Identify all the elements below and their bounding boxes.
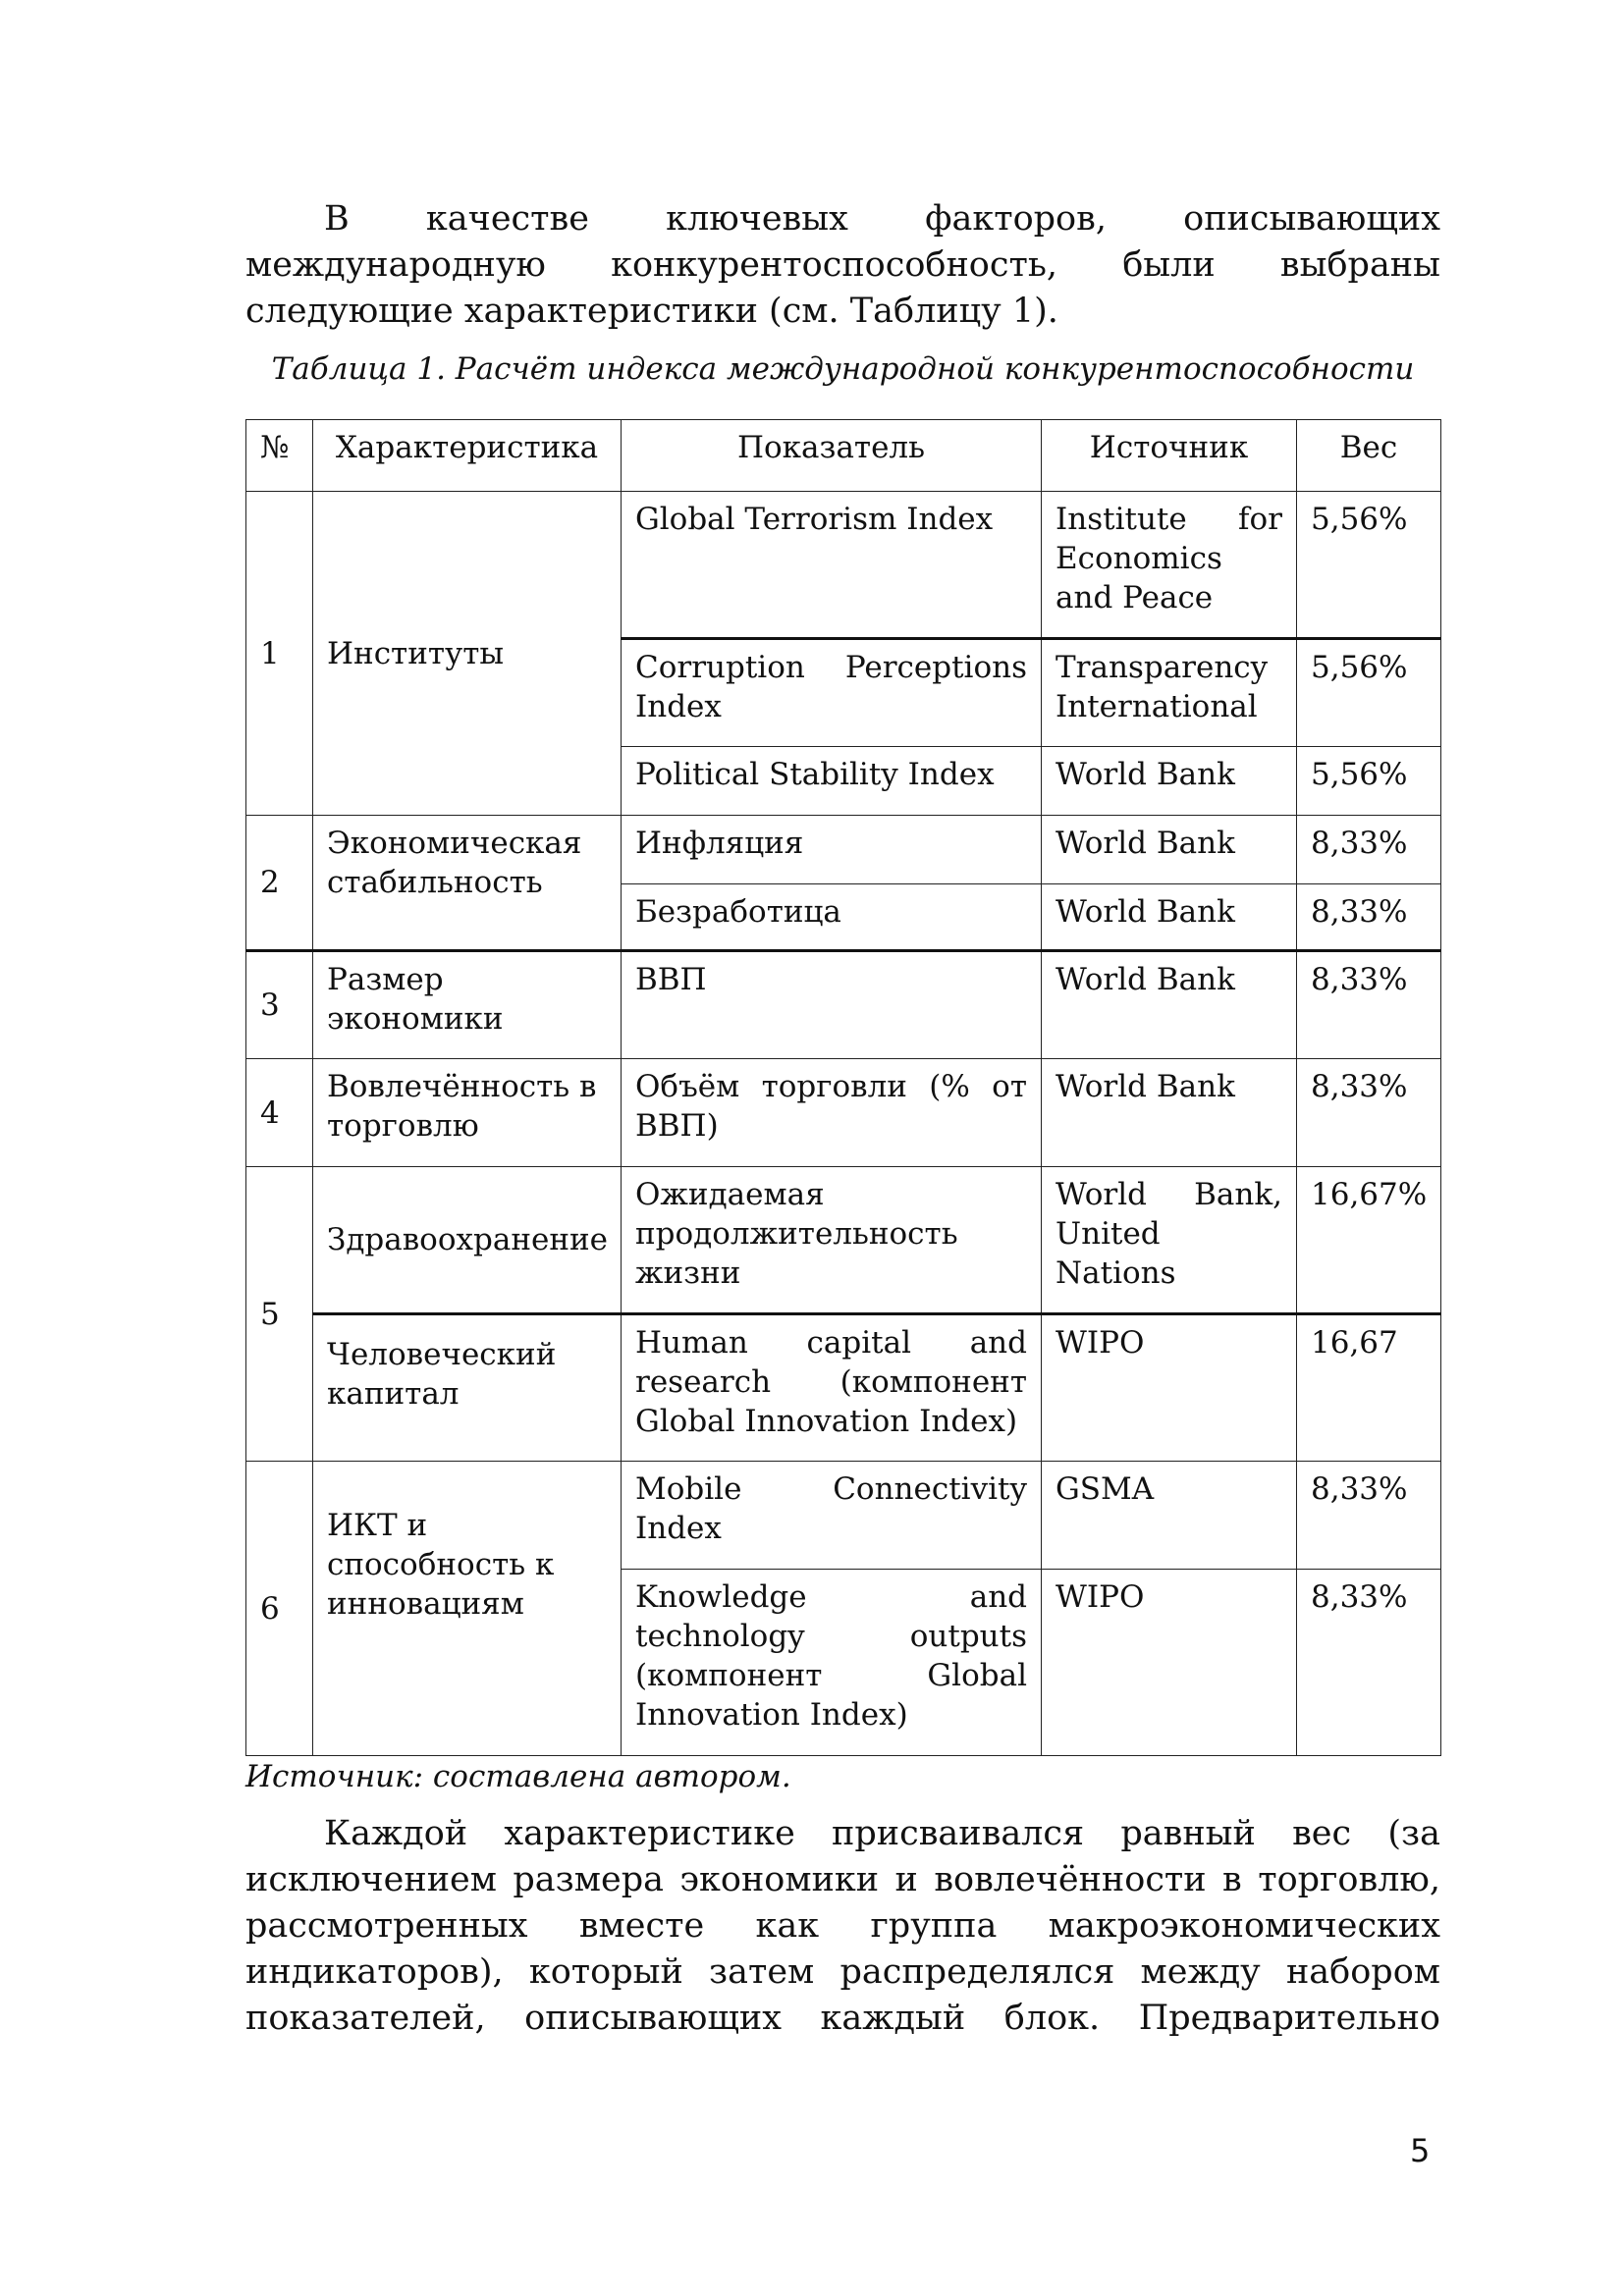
row-source: World Bank xyxy=(1042,951,1297,1059)
body-paragraph xyxy=(245,1811,1440,2042)
row-num: 4 xyxy=(246,1059,313,1167)
table-header-row xyxy=(246,420,1441,492)
header-characteristic: Характеристика xyxy=(313,420,622,492)
row-weight: 8,33% xyxy=(1297,951,1441,1059)
row-source: World Bank xyxy=(1042,747,1297,816)
header-source: Источник xyxy=(1042,420,1297,492)
row-weight: 8,33% xyxy=(1297,1570,1441,1756)
row-characteristic: ИКТ и способность к инновациям xyxy=(313,1462,622,1756)
row-source: World Bank, United Nations xyxy=(1042,1167,1297,1314)
row-source: WIPO xyxy=(1042,1314,1297,1462)
competitiveness-index-table xyxy=(245,419,1441,1756)
row-source: Institute for Economics and Peace xyxy=(1042,492,1297,639)
row-source: WIPO xyxy=(1042,1570,1297,1756)
row-indicator: ВВП xyxy=(622,951,1042,1059)
table-row xyxy=(246,816,1441,884)
row-source: GSMA xyxy=(1042,1462,1297,1570)
row-weight: 16,67 xyxy=(1297,1314,1441,1462)
row-num: 6 xyxy=(246,1462,313,1756)
intro-paragraph xyxy=(245,196,1440,335)
row-source: Transparency International xyxy=(1042,639,1297,747)
intro-line-3: следующие характеристики (см. Таблицу 1). xyxy=(245,292,1058,331)
row-indicator: Corruption Perceptions Index xyxy=(622,639,1042,747)
row-source: World Bank xyxy=(1042,816,1297,884)
row-weight: 16,67% xyxy=(1297,1167,1441,1314)
table-row xyxy=(246,1314,1441,1462)
row-indicator: Knowledge and technology outputs (компонент Global Innovation Index) xyxy=(622,1570,1042,1756)
table-row xyxy=(246,1462,1441,1570)
page-number: 5 xyxy=(1410,2132,1431,2169)
row-num: 3 xyxy=(246,951,313,1059)
header-indicator: Показатель xyxy=(622,420,1042,492)
row-characteristic: Здравоохранение xyxy=(313,1167,622,1314)
body-paragraph-text: Каждой характеристике присваивался равный вес (за исключением размера экономики и вовлечённости в торговлю, рассмотренных вместе как группа макроэкономических индикаторов), который затем распределялся между набором показателей, описывающих каждый блок. Предварительно xyxy=(245,1814,1440,2038)
table-row xyxy=(246,492,1441,639)
row-characteristic: Экономическая стабильность xyxy=(313,816,622,951)
table-row xyxy=(246,1059,1441,1167)
row-source: World Bank xyxy=(1042,884,1297,951)
table-caption: Таблица 1. Расчёт индекса международной конкурентоспособности xyxy=(271,351,1415,387)
row-num: 2 xyxy=(246,816,313,951)
row-weight: 8,33% xyxy=(1297,1462,1441,1570)
row-characteristic: Институты xyxy=(313,492,622,816)
row-characteristic: Вовлечённость в торговлю xyxy=(313,1059,622,1167)
row-source: World Bank xyxy=(1042,1059,1297,1167)
table-source-note: Источник: составлена автором. xyxy=(245,1759,791,1794)
row-indicator: Mobile Connectivity Index xyxy=(622,1462,1042,1570)
row-weight: 5,56% xyxy=(1297,492,1441,639)
row-indicator: Инфляция xyxy=(622,816,1042,884)
row-characteristic: Человеческий капитал xyxy=(313,1314,622,1462)
row-characteristic: Размер экономики xyxy=(313,951,622,1059)
row-indicator: Human capital and research (компонент Global Innovation Index) xyxy=(622,1314,1042,1462)
row-num: 5 xyxy=(246,1167,313,1462)
intro-line-1: В качестве ключевых факторов, описывающих xyxy=(324,199,1440,239)
row-weight: 8,33% xyxy=(1297,884,1441,951)
row-indicator: Ожидаемая продолжительность жизни xyxy=(622,1167,1042,1314)
row-indicator: Объём торговли (% от ВВП) xyxy=(622,1059,1042,1167)
row-indicator: Global Terrorism Index xyxy=(622,492,1042,639)
header-weight: Вес xyxy=(1297,420,1441,492)
row-weight: 8,33% xyxy=(1297,816,1441,884)
table-row xyxy=(246,1167,1441,1314)
row-weight: 5,56% xyxy=(1297,639,1441,747)
row-weight: 8,33% xyxy=(1297,1059,1441,1167)
row-indicator: Political Stability Index xyxy=(622,747,1042,816)
intro-line-2: международную конкурентоспособность, были выбраны xyxy=(245,245,1440,285)
row-weight: 5,56% xyxy=(1297,747,1441,816)
row-num: 1 xyxy=(246,492,313,816)
header-num: № xyxy=(246,420,313,492)
table-row xyxy=(246,951,1441,1059)
row-indicator: Безработица xyxy=(622,884,1042,951)
